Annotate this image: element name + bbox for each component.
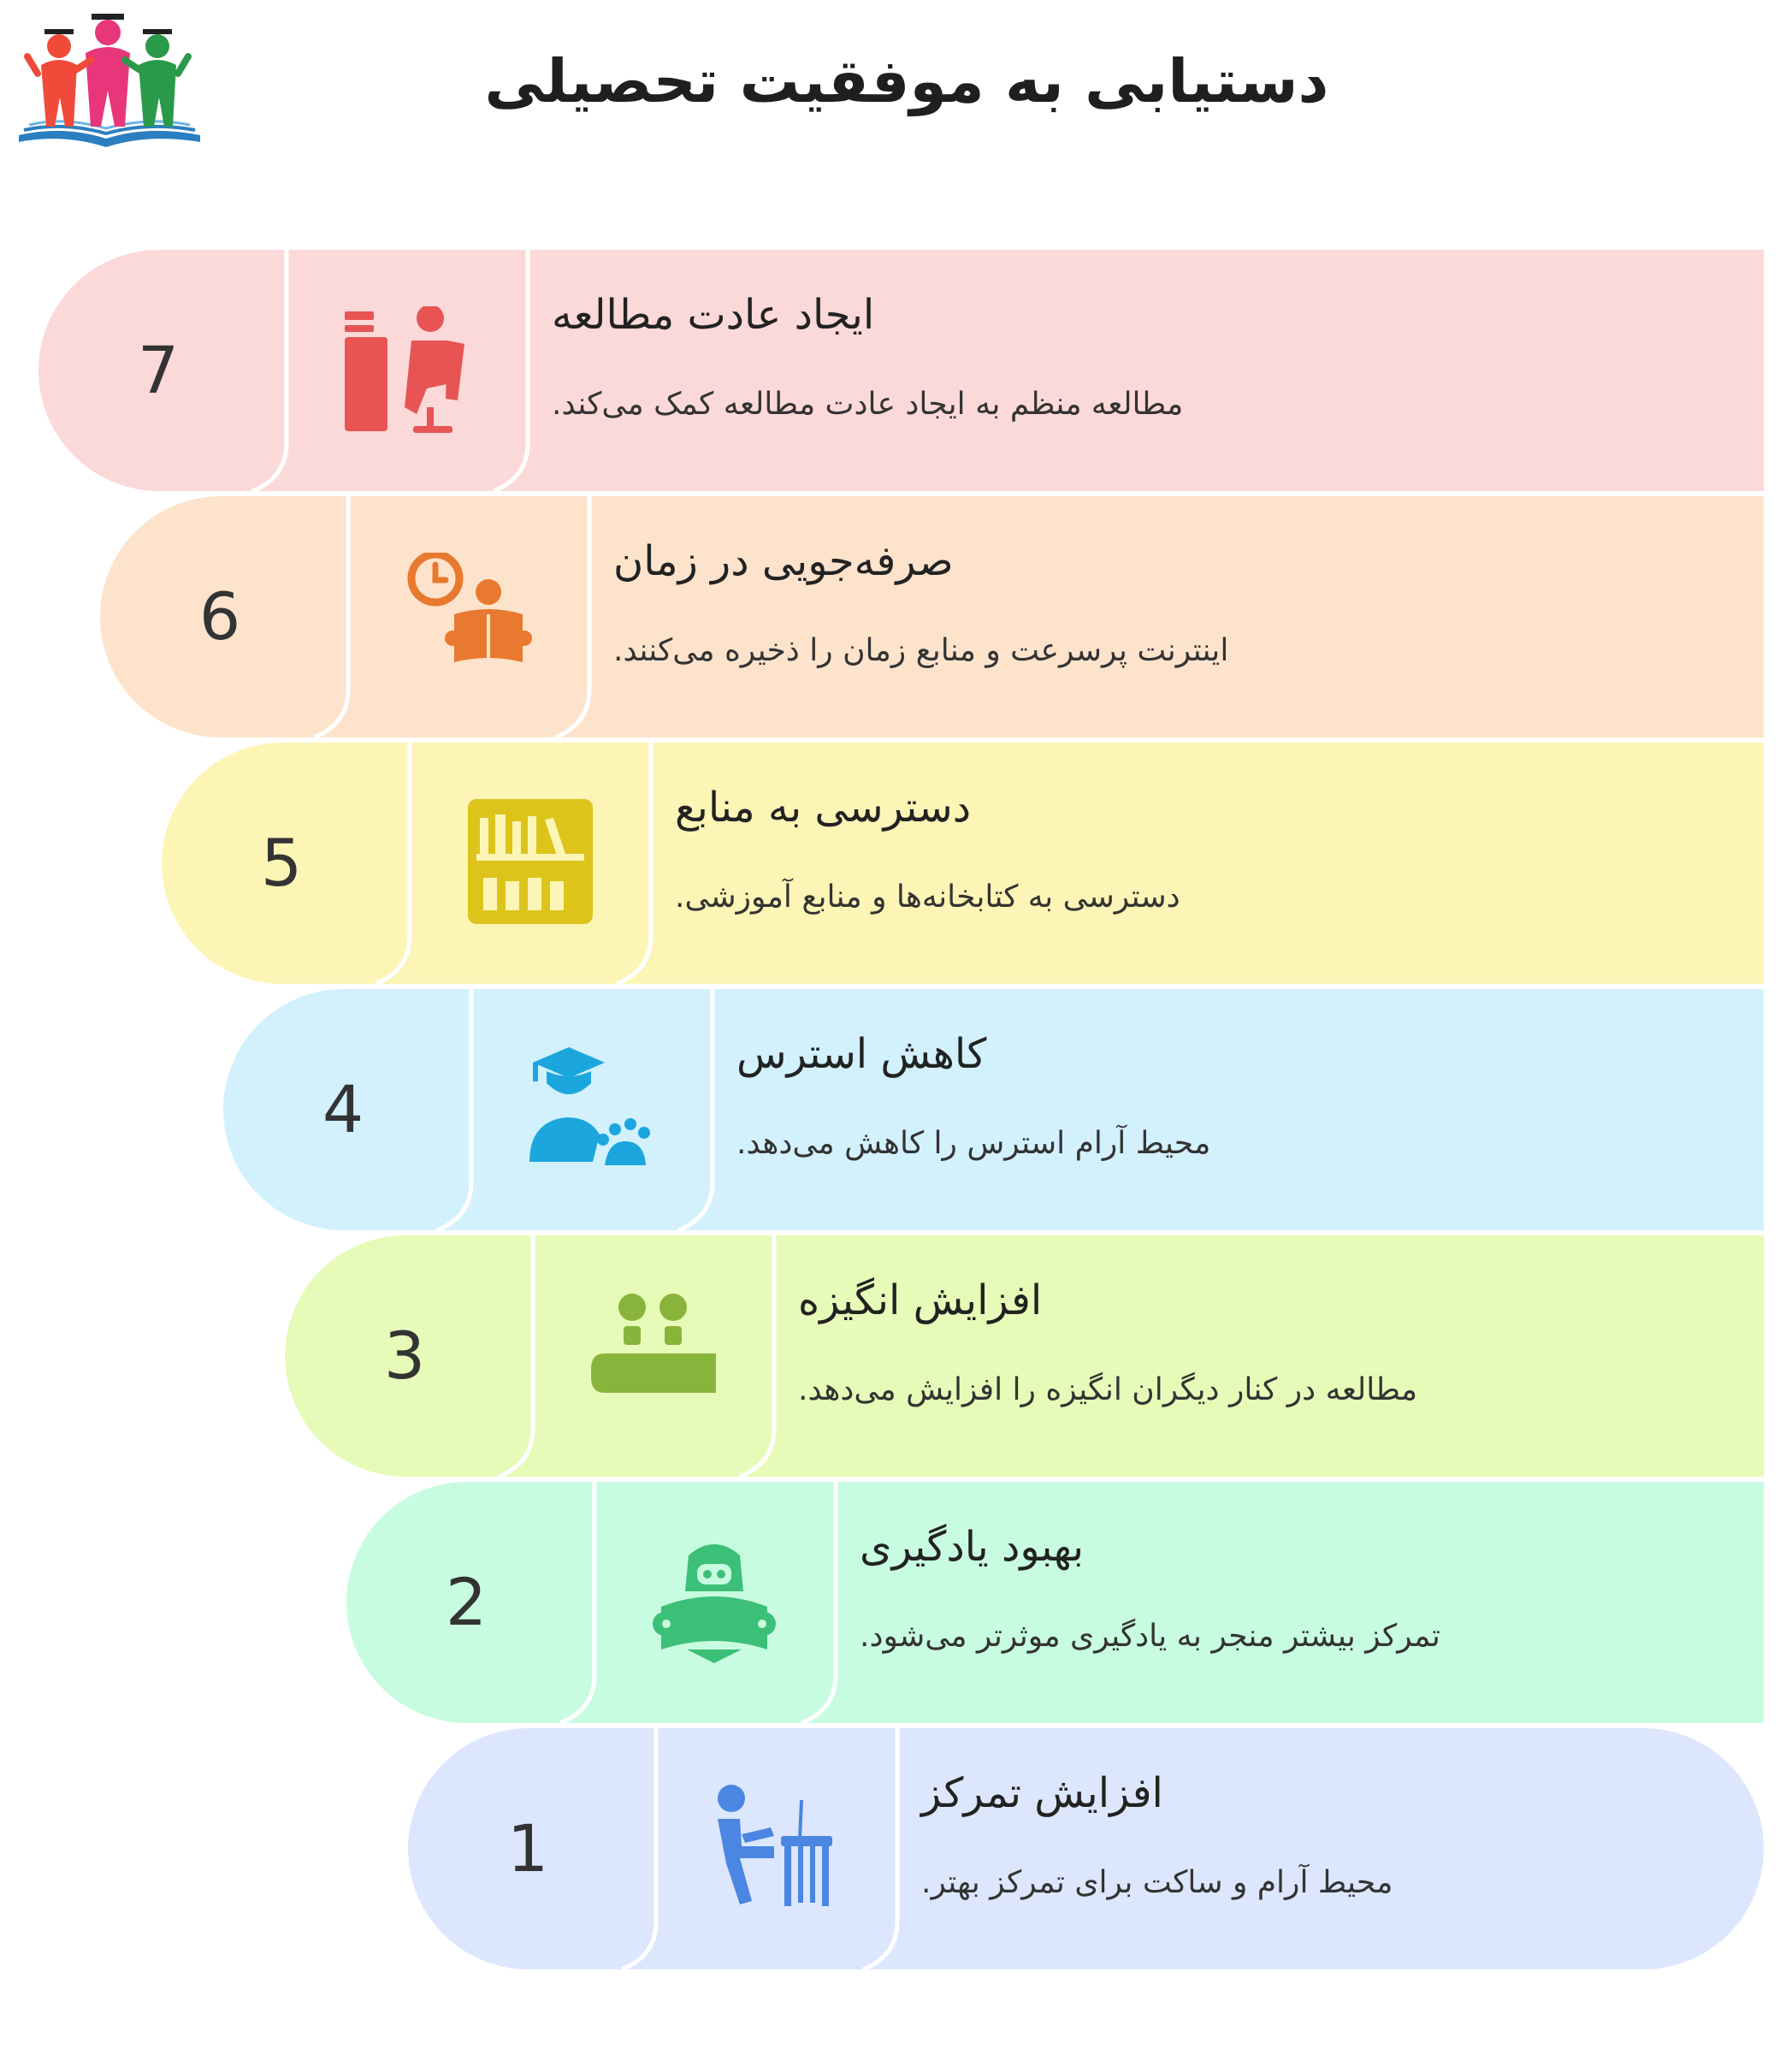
step-number: 5	[260, 825, 303, 901]
step-text	[552, 250, 1578, 491]
step-description: محیط آرام استرس را کاهش می‌دهد.	[736, 1126, 1211, 1161]
reading-student-icon	[653, 1538, 779, 1665]
step-4	[223, 989, 1764, 1230]
step-5	[162, 743, 1764, 984]
step-icon-area	[348, 496, 588, 737]
step-number: 3	[383, 1318, 426, 1394]
step-number: 2	[445, 1564, 488, 1640]
step-title: افزایش انگیزه	[798, 1276, 1043, 1324]
step-7	[38, 250, 1764, 491]
page-title: دستیابی به موفقیت تحصیلی	[484, 46, 1329, 116]
step-text	[675, 743, 1701, 984]
bookshelf-icon	[468, 799, 594, 926]
step-description: دسترسی به کتابخانه‌ها و منابع آموزشی.	[675, 879, 1180, 915]
student-at-desk-icon	[714, 1785, 841, 1911]
step-6	[100, 496, 1764, 737]
step-text	[860, 1482, 1792, 1723]
study-desk-icon	[345, 306, 471, 433]
step-number: 1	[506, 1810, 549, 1886]
clock-reader-icon	[406, 553, 533, 679]
step-icon-area	[656, 1728, 896, 1969]
step-title: صرفه‌جویی در زمان	[613, 537, 954, 585]
step-title: بهبود یادگیری	[860, 1523, 1085, 1571]
step-description: مطالعه در کنار دیگران انگیزه را افزایش می‌دهد.	[798, 1372, 1418, 1407]
step-title: کاهش استرس	[736, 1030, 987, 1078]
step-text	[613, 496, 1640, 737]
step-title: دسترسی به منابع	[675, 784, 972, 832]
step-text	[921, 1728, 1792, 1969]
step-description: تمرکز بیشتر منجر به یادگیری موثرتر می‌شود.	[860, 1619, 1440, 1654]
step-title: افزایش تمرکز	[921, 1769, 1163, 1817]
step-text	[798, 1235, 1792, 1477]
step-icon-area	[533, 1235, 772, 1477]
step-number: 6	[198, 578, 241, 654]
step-icon-area	[287, 250, 526, 491]
step-number: 4	[322, 1071, 364, 1147]
step-3	[285, 1235, 1764, 1477]
step-icon-area	[594, 1482, 834, 1723]
group-study-icon	[591, 1292, 718, 1418]
step-title: ایجاد عادت مطالعه	[552, 291, 875, 339]
step-icon-area	[471, 989, 711, 1230]
step-number: 7	[137, 332, 180, 408]
step-description: مطالعه منظم به ایجاد عادت مطالعه کمک می‌کند.	[552, 387, 1184, 422]
step-1	[408, 1728, 1764, 1969]
step-2	[346, 1482, 1764, 1723]
calm-graduate-icon	[529, 1045, 656, 1172]
graduates-on-book-logo	[12, 5, 207, 154]
step-description: اینترنت پرسرعت و منابع زمان را ذخیره می‌کنند.	[613, 633, 1229, 668]
step-icon-area	[410, 743, 649, 984]
step-description: محیط آرام و ساکت برای تمرکز بهتر.	[921, 1865, 1393, 1900]
step-text	[736, 989, 1763, 1230]
